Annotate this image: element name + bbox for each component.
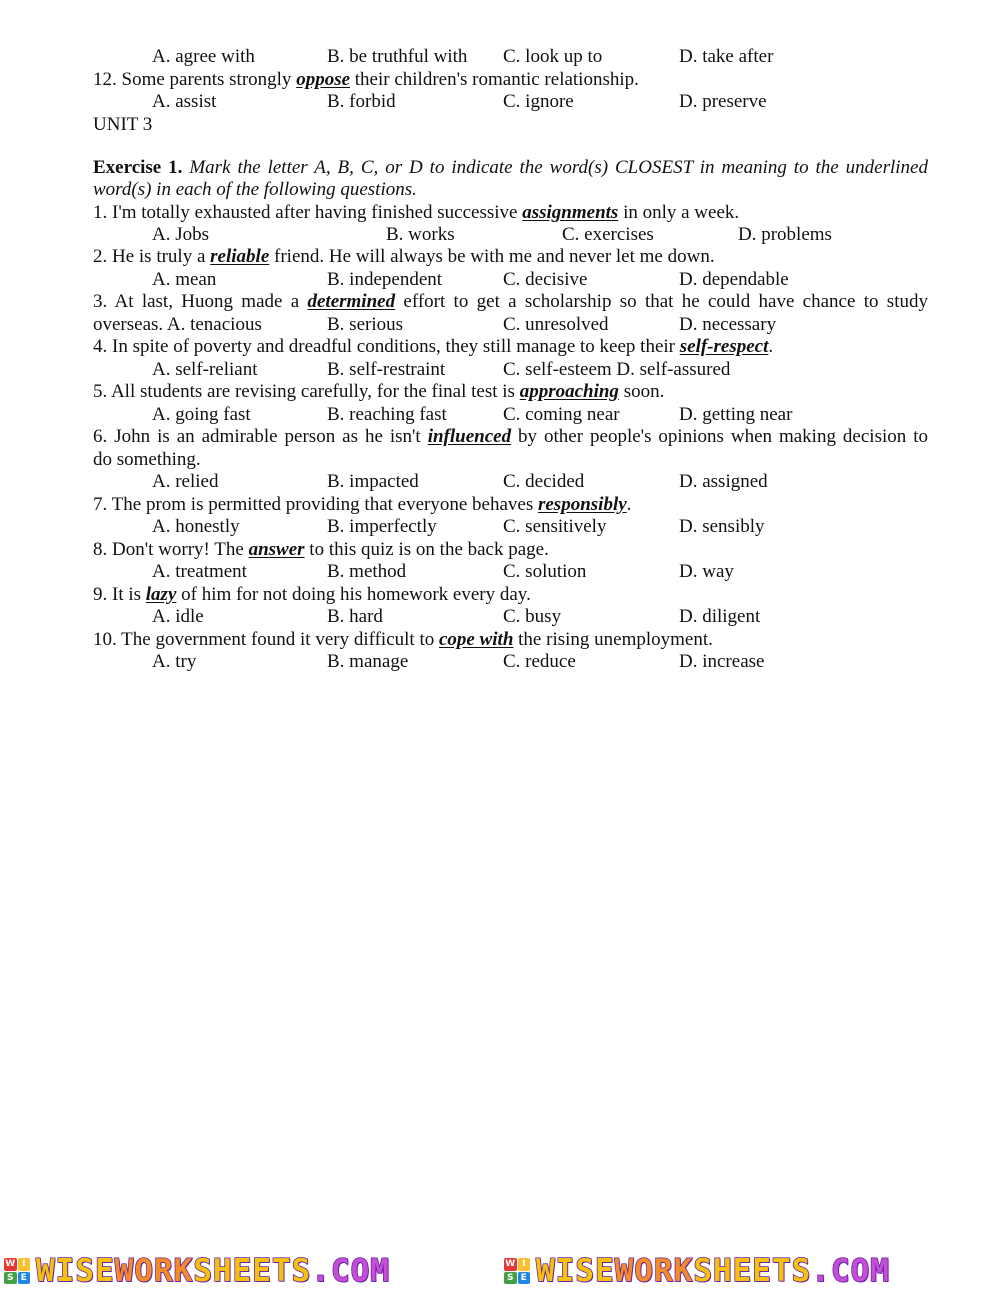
logo-icon: W I S E <box>4 1258 30 1284</box>
exercise-label: Exercise 1. <box>93 157 183 178</box>
keyword: responsibly <box>537 494 627 515</box>
option-row <box>93 471 928 493</box>
logo-icon: W I S E <box>504 1258 530 1284</box>
question-12: 12. Some parents strongly oppose their children's romantic relationship. <box>93 69 639 90</box>
option: C. exercises <box>562 224 654 245</box>
option: A. assist <box>152 91 217 112</box>
option: B. method <box>327 561 407 582</box>
option-row <box>93 269 928 291</box>
option: B. works <box>386 224 455 245</box>
option-row <box>93 561 928 583</box>
question-8: 8. Don't worry! The answer to this quiz is on the back page. <box>93 539 549 560</box>
option: B. forbid <box>327 91 396 112</box>
option-row <box>93 91 928 113</box>
option: B. impacted <box>327 471 419 492</box>
option-row <box>93 606 928 628</box>
option: D. necessary <box>679 314 777 335</box>
keyword: oppose <box>296 69 351 90</box>
option-row <box>93 314 928 336</box>
option: A. going fast <box>152 404 251 425</box>
question-1: 1. I'm totally exhausted after having finished successive assignments in only a week. <box>93 202 740 223</box>
option: A. relied <box>152 471 219 492</box>
keyword: self-respect <box>679 336 769 357</box>
option: B. be truthful with <box>327 46 468 67</box>
footer-watermark <box>0 1254 1000 1288</box>
brand-logo <box>504 1254 890 1288</box>
option: D. sensibly <box>679 516 765 537</box>
option: D. way <box>679 561 734 582</box>
question-3-cont: overseas. A. tenacious <box>93 314 262 335</box>
option: A. agree with <box>152 46 255 67</box>
option: B. independent <box>327 269 443 290</box>
option: C. look up to <box>503 46 603 67</box>
option: D. preserve <box>679 91 767 112</box>
option: C. solution <box>503 561 587 582</box>
question-5: 5. All students are revising carefully, for the final test is approaching soon. <box>93 381 665 402</box>
option: D. getting near <box>679 404 793 425</box>
exercise-instruction-cont: word(s) in each of the following questions. <box>93 179 417 200</box>
option-row <box>93 404 928 426</box>
option: C. sensitively <box>503 516 607 537</box>
option-row <box>93 224 928 246</box>
keyword: approaching <box>519 381 619 402</box>
keyword: lazy <box>145 584 177 605</box>
option: A. mean <box>152 269 217 290</box>
keyword: assignments <box>522 202 619 223</box>
question-2: 2. He is truly a reliable friend. He will always be with me and never let me down. <box>93 246 715 267</box>
option: A. treatment <box>152 561 247 582</box>
question-4: 4. In spite of poverty and dreadful conditions, they still manage to keep their self-respect. <box>93 336 774 357</box>
option: D. diligent <box>679 606 761 627</box>
option: C. decided <box>503 471 585 492</box>
option: A. Jobs <box>152 224 210 245</box>
option: A. self-reliant <box>152 359 258 380</box>
option: C. coming near <box>503 404 620 425</box>
option: C. self-esteem D. self-assured <box>503 359 731 380</box>
option: B. manage <box>327 651 409 672</box>
option: B. self-restraint <box>327 359 446 380</box>
option: D. dependable <box>679 269 789 290</box>
question-3: 3. At last, Huong made a determined effort to get a scholarship so that he could have chance to study <box>93 291 928 312</box>
option-row <box>93 651 928 673</box>
option-row <box>93 46 928 68</box>
option: B. imperfectly <box>327 516 437 537</box>
option: A. try <box>152 651 197 672</box>
question-9: 9. It is lazy of him for not doing his homework every day. <box>93 584 531 605</box>
brand-logo <box>4 1254 390 1288</box>
option: C. unresolved <box>503 314 609 335</box>
question-10: 10. The government found it very difficult to cope with the rising unemployment. <box>93 629 713 650</box>
keyword: cope with <box>438 629 514 650</box>
option: C. reduce <box>503 651 576 672</box>
question-6: 6. John is an admirable person as he isn't influenced by other people's opinions when making decision to <box>93 426 928 447</box>
question-6-cont: do something. <box>93 449 201 470</box>
option: B. reaching fast <box>327 404 447 425</box>
keyword: influenced <box>427 426 512 447</box>
option: D. increase <box>679 651 765 672</box>
option: D. assigned <box>679 471 768 492</box>
exercise-instruction: Exercise 1. Mark the letter A, B, C, or D to indicate the word(s) CLOSEST in meaning to the underlined <box>93 157 928 178</box>
option: C. busy <box>503 606 562 627</box>
brand-wordmark: WISEWORKSHEETS.COM <box>36 1253 390 1289</box>
option: B. serious <box>327 314 403 335</box>
keyword: answer <box>248 539 305 560</box>
option: A. honestly <box>152 516 240 537</box>
option: A. idle <box>152 606 204 627</box>
brand-wordmark: WISEWORKSHEETS.COM <box>536 1253 890 1289</box>
option-row <box>93 516 928 538</box>
question-7: 7. The prom is permitted providing that everyone behaves responsibly. <box>93 494 632 515</box>
option: D. problems <box>738 224 832 245</box>
option-row <box>93 359 928 381</box>
option: C. decisive <box>503 269 588 290</box>
unit-heading: UNIT 3 <box>93 114 153 135</box>
option: D. take after <box>679 46 774 67</box>
option: C. ignore <box>503 91 574 112</box>
option: B. hard <box>327 606 383 627</box>
keyword: reliable <box>210 246 270 267</box>
keyword: determined <box>307 291 396 312</box>
